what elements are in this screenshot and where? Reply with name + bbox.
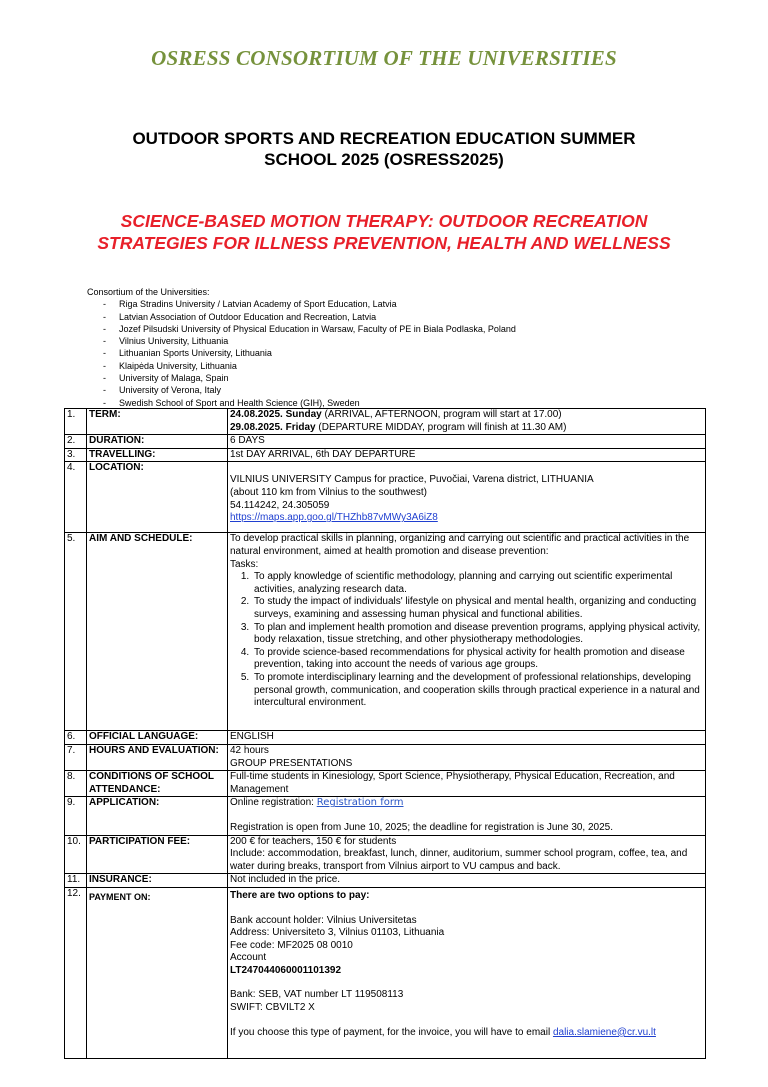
- task-item: 5. To promote interdisciplinary learning and the development of professional relationships, developing personal growth, communication, and cooperation skills through practical experience in a natural and intercultural environment.: [252, 672, 704, 710]
- fee-includes: Include: accommodation, breakfast, lunch, dinner, auditorium, summer school program, coffee, tea, and water during breaks, transport from Vilnius airport to VU campus and back.: [230, 848, 688, 872]
- bank-address: Address: Universiteto 3, Vilnius 01103, Lithuania: [230, 927, 445, 939]
- consortium-title: OSRESS CONSORTIUM OF THE UNIVERSITIES: [151, 46, 617, 70]
- aim-intro: To develop practical skills in planning, organizing and carrying out scientific and practical activities in the natural environment, aimed at health promotion and disease prevention:: [230, 533, 690, 557]
- theme-title: [90, 211, 678, 254]
- registration-deadline: Registration is open from June 10, 2025; the deadline for registration is June 30, 2025.: [230, 821, 614, 833]
- account-holder: Bank account holder: Vilnius Universitetas: [230, 914, 417, 926]
- row-number: 11.: [65, 874, 87, 888]
- row-label: INSURANCE:: [87, 874, 228, 888]
- evaluation-method: GROUP PRESENTATIONS: [230, 757, 353, 769]
- account-label: Account: [230, 952, 267, 964]
- travelling-value: 1st DAY ARRIVAL, 6th DAY DEPARTURE: [228, 448, 706, 462]
- table-row-application: [65, 797, 706, 835]
- row-label: DURATION:: [87, 435, 228, 449]
- arrival-note: (ARRIVAL, AFTERNOON, program will start at 17.00): [321, 409, 562, 420]
- row-number: 12.: [65, 887, 87, 1058]
- conditions-value: Full-time students in Kinesiology, Sport Science, Physiotherapy, Physical Education, Recreation, and Management: [228, 771, 706, 797]
- row-label: PAYMENT ON:: [87, 887, 228, 1058]
- hours-value: [228, 744, 706, 770]
- departure-note: (DEPARTURE MIDDAY, program will finish at 11.30 AM): [315, 421, 567, 433]
- row-label: HOURS AND EVALUATION:: [87, 744, 228, 770]
- task-item: 1. To apply knowledge of scientific methodology, planning and carrying out scientific experimental activities, analyzing research data.: [252, 571, 704, 596]
- table-row-conditions: [65, 771, 706, 797]
- university-list: [87, 298, 516, 409]
- row-label: AIM AND SCHEDULE:: [87, 533, 228, 731]
- university-item: - Klaipėda University, Lithuania: [87, 360, 516, 372]
- row-label: TERM:: [87, 409, 228, 435]
- row-number: 9.: [65, 797, 87, 835]
- hours-count: 42 hours: [230, 744, 269, 756]
- payment-options: There are two options to pay:: [230, 889, 370, 901]
- table-row-payment: [65, 887, 706, 1058]
- university-item: - Riga Stradins University / Latvian Academy of Sport Education, Latvia: [87, 298, 516, 310]
- account-number: LT247044060001101392: [230, 964, 342, 976]
- school-title: OUTDOOR SPORTS AND RECREATION EDUCATION SUMMER SCHOOL 2025 (OSRESS2025): [132, 129, 636, 169]
- payment-value: [228, 887, 706, 1058]
- row-label: OFFICIAL LANGUAGE:: [87, 731, 228, 745]
- location-coordinates: 54.114242, 24.305059: [230, 499, 330, 511]
- table-row-term: [65, 409, 706, 435]
- row-number: 6.: [65, 731, 87, 745]
- task-item: 3. To plan and implement health promotion and disease prevention programs, applying physical activity, body relaxation, tissue stretching, and other physiotherapy methodologies.: [252, 622, 704, 647]
- row-number: 10.: [65, 835, 87, 874]
- university-item: - Swedish School of Sport and Health Science (GIH), Sweden: [87, 397, 516, 409]
- university-item: - Lithuanian Sports University, Lithuania: [87, 347, 516, 359]
- table-row-insurance: [65, 874, 706, 888]
- task-list: [230, 571, 704, 710]
- row-number: 2.: [65, 435, 87, 449]
- row-number: 1.: [65, 409, 87, 435]
- row-number: 8.: [65, 771, 87, 797]
- invoice-instruction: If you choose this type of payment, for the invoice, you will have to email: [230, 1026, 553, 1038]
- row-label: TRAVELLING:: [87, 448, 228, 462]
- table-row-language: [65, 731, 706, 745]
- term-value: [228, 409, 706, 435]
- fee-value: [228, 835, 706, 874]
- aim-value: [228, 533, 706, 731]
- consortium-lead: Consortium of the Universities:: [87, 287, 210, 297]
- tasks-label: Tasks:: [230, 558, 259, 570]
- fee-code: Fee code: MF2025 08 0010: [230, 939, 353, 951]
- university-item: - Vilnius University, Lithuania: [87, 335, 516, 347]
- university-item: - Latvian Association of Outdoor Education and Recreation, Latvia: [87, 311, 516, 323]
- invoice-email-link[interactable]: dalia.slamiene@cr.vu.lt: [552, 1026, 656, 1038]
- task-item: 4. To provide science-based recommendations for physical activity for health promotion and disease prevention, taking into account the needs of various age groups.: [252, 647, 704, 672]
- swift-code: SWIFT: CBVILT2 X: [230, 1002, 315, 1014]
- university-item: - University of Malaga, Spain: [87, 372, 516, 384]
- bank-vat: Bank: SEB, VAT number LT 119508113: [230, 989, 404, 1001]
- table-row-hours: [65, 744, 706, 770]
- location-distance: (about 110 km from Vilnius to the southwest): [230, 486, 427, 498]
- university-item: - University of Verona, Italy: [87, 384, 516, 396]
- table-row-duration: [65, 435, 706, 449]
- duration-value: 6 DAYS: [228, 435, 706, 449]
- departure-date: 29.08.2025. Friday: [230, 421, 316, 433]
- row-number: 3.: [65, 448, 87, 462]
- theme-title-separator: :: [427, 211, 439, 231]
- row-label: CONDITIONS OF SCHOOL ATTENDANCE:: [87, 771, 228, 797]
- registration-form-link[interactable]: Registration form: [316, 797, 404, 809]
- table-row-travelling: [65, 448, 706, 462]
- consortium-members: [87, 286, 516, 409]
- theme-title-part2: OUTDOOR RECREATION STRATEGIES FOR ILLNESS PREVENTION, HEALTH AND WELLNESS: [97, 211, 671, 253]
- university-item: - Jozef Pilsudski University of Physical Education in Warsaw, Faculty of PE in Biala Podlaska, Poland: [87, 323, 516, 335]
- table-row-fee: [65, 835, 706, 874]
- task-item: 2. To study the impact of individuals' lifestyle on physical and mental health, organizing and conducting surveys, examining and assessing human physical and functional abilities.: [252, 596, 704, 621]
- location-campus: VILNIUS UNIVERSITY Campus for practice, Puvočiai, Varena district, LITHUANIA: [230, 474, 594, 486]
- row-number: 5.: [65, 533, 87, 731]
- school-info-table: [64, 408, 706, 1059]
- location-value: [228, 462, 706, 533]
- row-label: PARTICIPATION FEE:: [87, 835, 228, 874]
- language-value: ENGLISH: [228, 731, 706, 745]
- table-row-location: [65, 462, 706, 533]
- row-number: 4.: [65, 462, 87, 533]
- insurance-value: Not included in the price.: [228, 874, 706, 888]
- row-label: APPLICATION:: [87, 797, 228, 835]
- theme-title-part1: SCIENCE-BASED MOTION THERAPY: [120, 211, 428, 231]
- arrival-date: 24.08.2025. Sunday: [230, 409, 322, 420]
- map-link[interactable]: https://maps.app.goo.gl/THZhb87vMWy3A6iZ8: [230, 512, 438, 524]
- application-value: [228, 797, 706, 835]
- row-label: LOCATION:: [87, 462, 228, 533]
- fee-amounts: 200 € for teachers, 150 € for students: [230, 835, 397, 847]
- row-number: 7.: [65, 744, 87, 770]
- online-registration-label: Online registration:: [230, 797, 317, 809]
- table-row-aim: [65, 533, 706, 731]
